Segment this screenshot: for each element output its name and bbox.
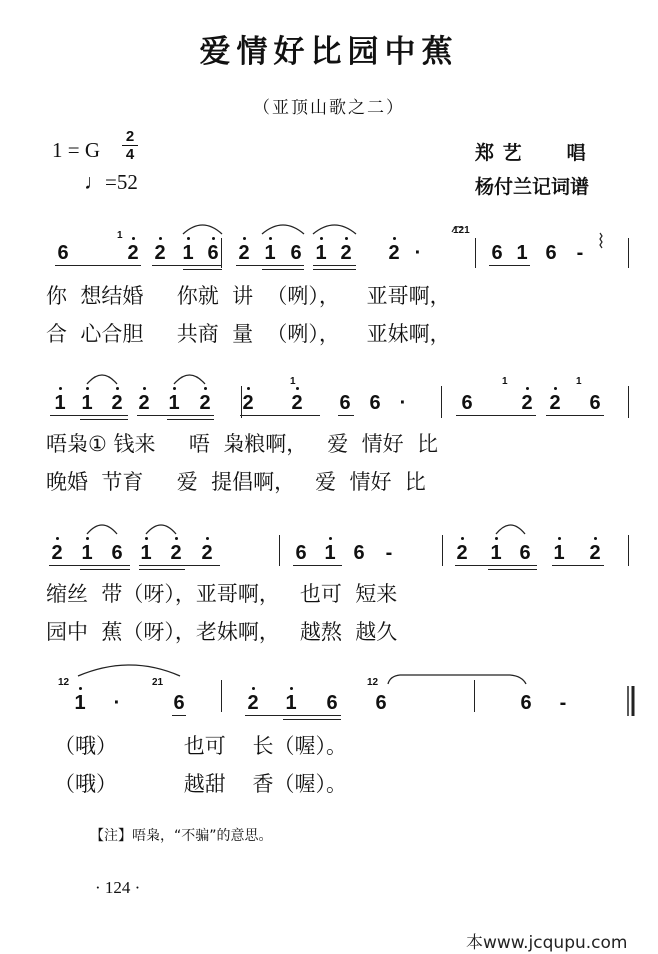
- beam-underline: [283, 719, 341, 720]
- beam-underline: [552, 565, 604, 566]
- note: ·: [414, 242, 422, 264]
- note: 6: [339, 392, 351, 414]
- note: 2: [340, 242, 352, 264]
- beam-underline: [183, 269, 222, 270]
- beam-underline: [167, 419, 214, 420]
- grace-note: 1: [576, 376, 582, 387]
- octave-dot-icon: [79, 687, 82, 690]
- note: 2: [201, 542, 213, 564]
- lyrics-line-1-verse-2: 合 心合胆 共商 量 （咧）， 亚妹啊，: [46, 322, 451, 346]
- beam-underline: [236, 265, 304, 266]
- beam-underline: [313, 265, 356, 266]
- note: 1: [54, 392, 66, 414]
- grace-note: 21: [152, 677, 164, 688]
- barline: [279, 535, 280, 566]
- time-signature-top: 2: [125, 128, 135, 145]
- beam-underline: [262, 269, 304, 270]
- lyrics-line-4-verse-2: （哦） 越甜 香（喔）。: [54, 772, 347, 796]
- note: -: [559, 692, 567, 714]
- note: 1: [140, 542, 152, 564]
- octave-dot-icon: [345, 237, 348, 240]
- octave-dot-icon: [393, 237, 396, 240]
- octave-dot-icon: [594, 537, 597, 540]
- beam-underline: [455, 565, 537, 566]
- beam-underline: [55, 265, 141, 266]
- grace-note: 1: [502, 376, 508, 387]
- beam-underline: [293, 565, 342, 566]
- octave-dot-icon: [206, 537, 209, 540]
- footnote: 【注】唔枭，“不骗”的意思。: [90, 828, 273, 844]
- barline: [628, 238, 629, 268]
- beam-underline: [172, 715, 186, 716]
- note: 6: [545, 242, 557, 264]
- page-number: · 124 ·: [95, 878, 141, 897]
- note: -: [576, 242, 584, 264]
- beam-underline: [80, 419, 128, 420]
- barline: [241, 386, 242, 418]
- beam-underline: [489, 265, 530, 266]
- beam-underline: [137, 415, 214, 416]
- octave-dot-icon: [173, 387, 176, 390]
- lyrics-line-4-verse-1: （哦） 也可 长（喔）。: [54, 734, 347, 758]
- beam-underline: [488, 569, 537, 570]
- note: ·: [399, 392, 407, 414]
- note: 2: [242, 392, 254, 414]
- time-signature-bottom: 4: [125, 146, 135, 163]
- grace-note: 1: [290, 376, 296, 387]
- note: 6: [326, 692, 338, 714]
- octave-dot-icon: [290, 687, 293, 690]
- beam-underline: [139, 569, 185, 570]
- note: 2: [51, 542, 63, 564]
- beam-underline: [313, 269, 356, 270]
- beam-underline: [338, 415, 354, 416]
- barline: [628, 535, 629, 566]
- note: 1: [553, 542, 565, 564]
- beam-underline: [240, 415, 320, 416]
- note: 2: [170, 542, 182, 564]
- beam-underline: [456, 415, 536, 416]
- note: 1: [315, 242, 327, 264]
- note: 1: [285, 692, 297, 714]
- singer-name: 郑 艺: [475, 142, 523, 164]
- note: 2: [549, 392, 561, 414]
- note: 2: [199, 392, 211, 414]
- note: 2: [138, 392, 150, 414]
- octave-dot-icon: [252, 687, 255, 690]
- lyrics-line-2-verse-1: 唔枭① 钱来 唔 枭粮啊， 爱 情好 比: [46, 432, 438, 456]
- transcriber-credit: 杨付兰记词谱: [475, 176, 590, 198]
- note: 1: [264, 242, 276, 264]
- lyrics-line-3-verse-1: 缩丝 带（呀），亚哥啊， 也可 短来: [46, 582, 398, 606]
- note: 6: [173, 692, 185, 714]
- note: 1: [81, 392, 93, 414]
- note: 2: [291, 392, 303, 414]
- note: 2: [456, 542, 468, 564]
- grace-note: 121: [453, 225, 470, 236]
- barline: [442, 535, 443, 566]
- octave-dot-icon: [175, 537, 178, 540]
- note: 1: [182, 242, 194, 264]
- octave-dot-icon: [269, 237, 272, 240]
- song-title: 爱情好比园中蕉: [199, 34, 459, 70]
- note: 2: [238, 242, 250, 264]
- beam-underline: [152, 265, 222, 266]
- octave-dot-icon: [145, 537, 148, 540]
- tempo-value: =52: [105, 170, 138, 194]
- octave-dot-icon: [59, 387, 62, 390]
- note: 2: [388, 242, 400, 264]
- note: 1: [324, 542, 336, 564]
- lyrics-line-2-verse-2: 晚婚 节育 爱 提倡啊， 爱 情好 比: [46, 470, 426, 494]
- note: 2: [589, 542, 601, 564]
- octave-dot-icon: [187, 237, 190, 240]
- octave-dot-icon: [243, 237, 246, 240]
- note: 6: [353, 542, 365, 564]
- note: ·: [113, 692, 121, 714]
- barline: [221, 680, 222, 712]
- octave-dot-icon: [526, 387, 529, 390]
- octave-dot-icon: [56, 537, 59, 540]
- note: 1: [516, 242, 528, 264]
- note: 6: [295, 542, 307, 564]
- octave-dot-icon: [247, 387, 250, 390]
- note: 1: [168, 392, 180, 414]
- octave-dot-icon: [320, 237, 323, 240]
- note: 1: [490, 542, 502, 564]
- lyrics-line-3-verse-2: 园中 蕉（呀），老妹啊， 越熬 越久: [46, 620, 398, 644]
- barline: [221, 238, 222, 268]
- singer-credit: [475, 138, 587, 165]
- octave-dot-icon: [554, 387, 557, 390]
- barline: [475, 238, 476, 268]
- lyrics-line-1-verse-1: 你 想结婚 你就 讲 （咧）， 亚哥啊，: [46, 284, 451, 308]
- note: 2: [111, 392, 123, 414]
- note: 6: [589, 392, 601, 414]
- octave-dot-icon: [296, 387, 299, 390]
- grace-note: 1: [117, 230, 123, 241]
- tempo-marking: [84, 170, 138, 195]
- key-signature: 1 = G: [52, 138, 101, 162]
- note: 6: [57, 242, 69, 264]
- octave-dot-icon: [204, 387, 207, 390]
- note: 6: [207, 242, 219, 264]
- barline: [628, 386, 629, 418]
- octave-dot-icon: [86, 537, 89, 540]
- octave-dot-icon: [212, 237, 215, 240]
- octave-dot-icon: [159, 237, 162, 240]
- barline: [474, 680, 475, 712]
- beam-underline: [49, 565, 130, 566]
- octave-dot-icon: [558, 537, 561, 540]
- note: 2: [127, 242, 139, 264]
- note: 6: [520, 692, 532, 714]
- octave-dot-icon: [461, 537, 464, 540]
- note: 1: [81, 542, 93, 564]
- barline: [441, 386, 442, 418]
- time-signature: [122, 128, 138, 163]
- beam-underline: [50, 415, 128, 416]
- watermark-link[interactable]: 本www.jcqupu.com: [466, 933, 628, 953]
- note: 6: [290, 242, 302, 264]
- beam-underline: [546, 415, 604, 416]
- octave-dot-icon: [86, 387, 89, 390]
- note: 6: [369, 392, 381, 414]
- beam-underline: [80, 569, 130, 570]
- singer-role: 唱: [566, 142, 587, 164]
- octave-dot-icon: [143, 387, 146, 390]
- note: -: [385, 542, 393, 564]
- note: 2: [247, 692, 259, 714]
- song-subtitle: （亚顶山歌之二）: [253, 98, 405, 118]
- note: 6: [491, 242, 503, 264]
- octave-dot-icon: [495, 537, 498, 540]
- note: 6: [375, 692, 387, 714]
- note: 2: [521, 392, 533, 414]
- note: 2: [154, 242, 166, 264]
- note: 6: [519, 542, 531, 564]
- quarter-note-icon: ♩: [84, 170, 105, 194]
- beam-underline: [245, 715, 341, 716]
- octave-dot-icon: [132, 237, 135, 240]
- beam-underline: [139, 565, 220, 566]
- note: 1: [74, 692, 86, 714]
- grace-note: 12: [58, 677, 70, 688]
- note: 6: [111, 542, 123, 564]
- note: 6: [461, 392, 473, 414]
- octave-dot-icon: [116, 387, 119, 390]
- grace-note: 12: [367, 677, 379, 688]
- octave-dot-icon: [329, 537, 332, 540]
